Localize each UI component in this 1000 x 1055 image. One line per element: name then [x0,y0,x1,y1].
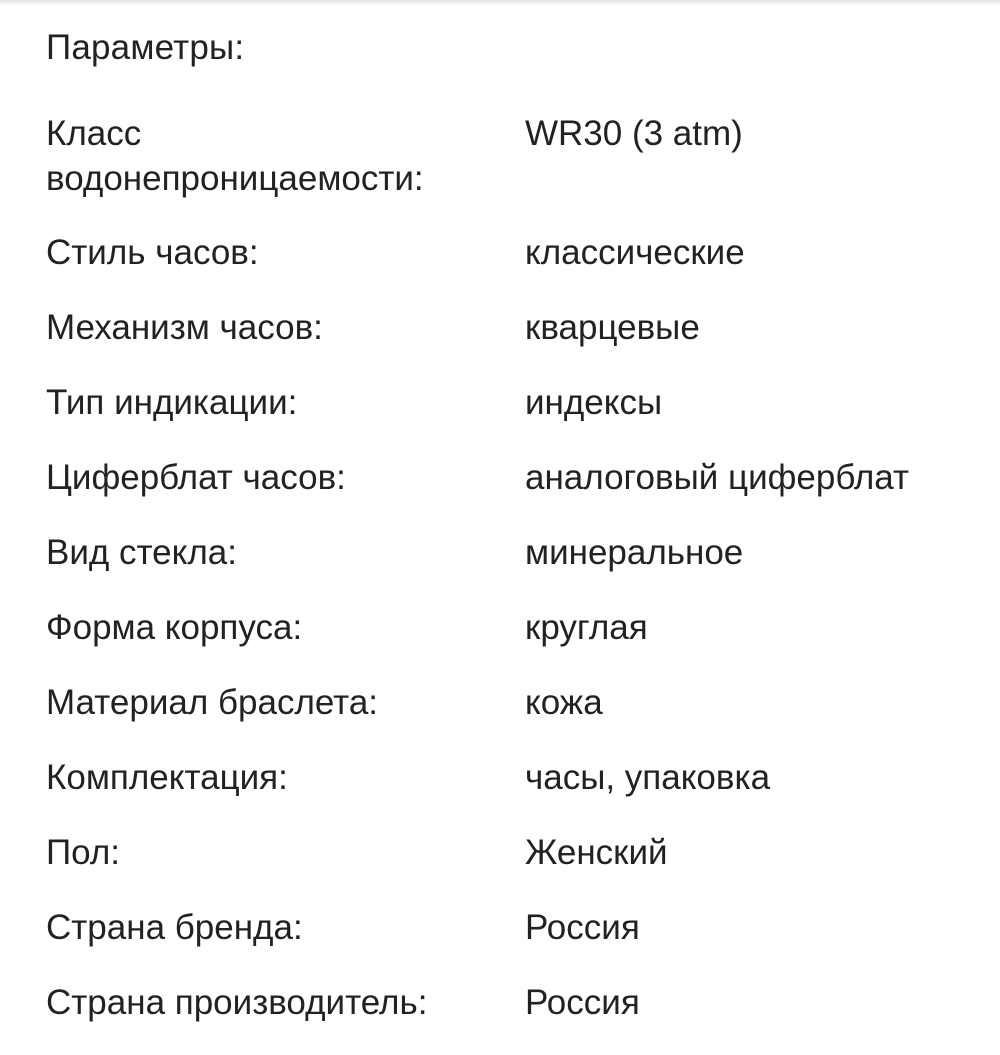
spec-row-indication-type [46,380,986,455]
spec-value: минеральное [525,533,744,572]
spec-row-manufacturer-country [46,980,986,1055]
spec-row-strap-material [46,680,986,755]
spec-label: Вид стекла: [46,533,237,572]
spec-label: Класс водонепроницаемости: [46,114,424,198]
spec-label: Пол: [46,833,120,872]
spec-list [46,111,986,1055]
spec-label: Страна бренда: [46,908,303,947]
spec-row-package-contents [46,755,986,830]
spec-value: кожа [525,683,603,722]
spec-value: Россия [525,983,640,1022]
spec-row-glass-type [46,530,986,605]
section-title: Параметры: [46,28,245,67]
spec-label: Форма корпуса: [46,608,303,647]
spec-value: круглая [525,608,648,647]
spec-label: Материал браслета: [46,683,379,722]
spec-row-movement [46,305,986,380]
spec-value: часы, упаковка [525,758,771,797]
spec-row-water-resistance [46,111,986,230]
spec-row-gender [46,830,986,905]
spec-label: Тип индикации: [46,383,298,422]
spec-value: Женский [525,833,668,872]
spec-label: Страна производитель: [46,983,428,1022]
spec-label: Механизм часов: [46,308,323,347]
spec-row-case-shape [46,605,986,680]
spec-row-watch-style [46,230,986,305]
spec-row-dial [46,455,986,530]
spec-row-brand-country [46,905,986,980]
spec-value: Россия [525,908,640,947]
spec-value: индексы [525,383,663,422]
spec-value: кварцевые [525,308,700,347]
spec-value: аналоговый циферблат [525,458,909,497]
spec-label: Стиль часов: [46,233,259,272]
spec-label: Циферблат часов: [46,458,346,497]
spec-value: WR30 (3 atm) [525,114,743,153]
spec-label: Комплектация: [46,758,288,797]
spec-value: классические [525,233,745,272]
